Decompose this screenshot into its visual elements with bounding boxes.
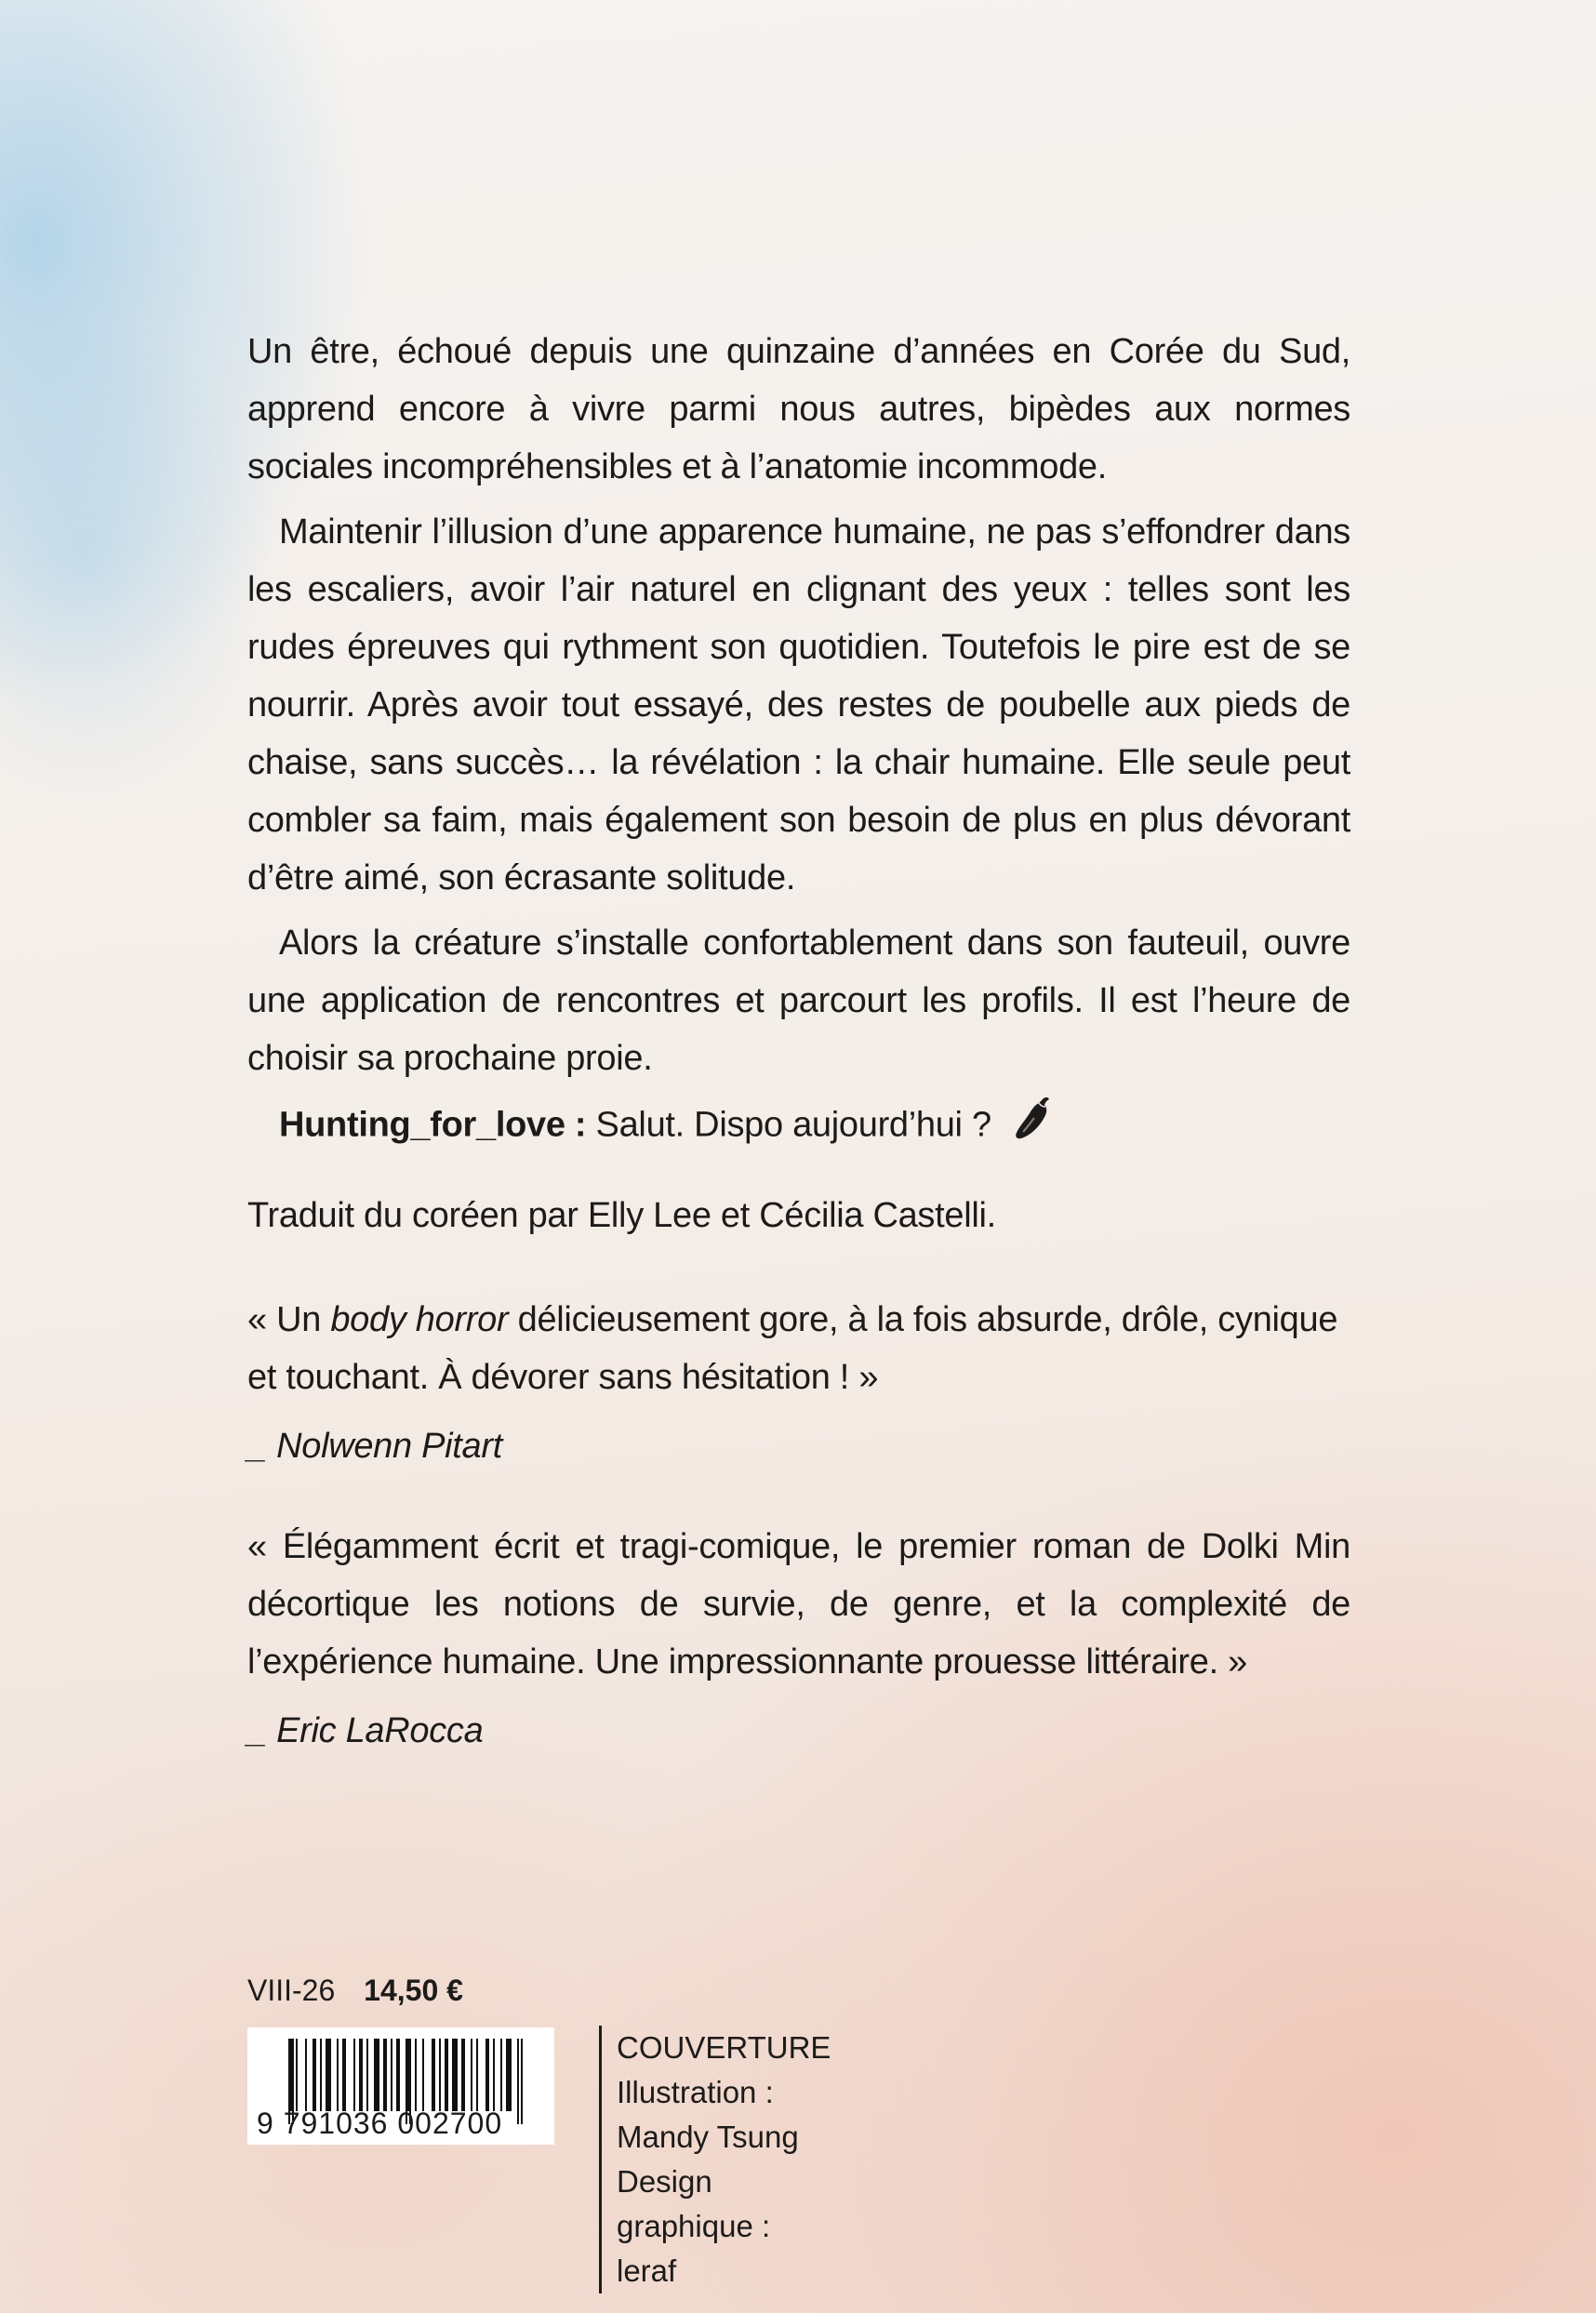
barcode-bar-17 [422, 2039, 424, 2111]
quote-1-before: « Un [247, 1300, 331, 1339]
synopsis-paragraph-1: Un être, échoué depuis une quinzaine d’années en Corée du Sud, apprend encore à vivre parmi nous autres, bipèdes aux normes sociales incompréhensibles et à l’anatomie incommode. [247, 332, 1350, 486]
chat-text: Salut. Dispo aujourd’hui ? [595, 1105, 991, 1145]
eggplant-icon [1014, 1095, 1053, 1159]
barcode-bar-11 [374, 2039, 379, 2111]
barcode-bar-28 [506, 2039, 512, 2111]
chat-username: Hunting_for_love : [279, 1105, 587, 1145]
translator-credit: Traduit du coréen par Elly Lee et Cécilia Castelli. [247, 1196, 996, 1235]
barcode-bar-22 [461, 2039, 465, 2111]
review-quote-2 [247, 1518, 1350, 1760]
barcode-bar-21 [452, 2039, 458, 2111]
quote-1-after: délicieusement gore, à la fois absurde, drôle, cynique et touchant. À dévorer sans hésitation ! » [247, 1300, 1338, 1397]
barcode-digits: 9 791036 002700 [257, 2107, 503, 2140]
barcode-bar-8 [353, 2039, 355, 2111]
barcode-bar-16 [415, 2039, 417, 2111]
review-quote-1 [247, 1291, 1350, 1475]
quote-1-text [247, 1291, 1350, 1406]
barcode-guard-5 [521, 2039, 523, 2124]
quote-2-text: « Élégamment écrit et tragi-comique, le premier roman de Dolki Min décortique les notions de survie, de genre, et la complexité de l’expérience humaine. Une impressionnante prouesse littéraire. » [247, 1527, 1350, 1682]
text-column [247, 323, 1350, 1760]
credits-design: Design graphique : leraf [617, 2164, 771, 2288]
barcode-bar-2 [305, 2039, 307, 2111]
chat-message-line [279, 1095, 1350, 1159]
barcode-bar-18 [432, 2039, 435, 2111]
credits-illustration: Illustration : Mandy Tsung [617, 2075, 799, 2154]
barcode-bar-10 [366, 2039, 368, 2111]
barcode-bar-5 [326, 2039, 331, 2111]
barcode-bar-23 [471, 2039, 472, 2111]
barcode-bar-3 [313, 2039, 316, 2111]
credits-heading: COUVERTURE [617, 2030, 831, 2065]
barcode-bar-25 [485, 2039, 489, 2111]
barcode-bar-24 [476, 2039, 478, 2111]
price-amount: 14,50 € [364, 1974, 463, 2007]
quote-2-author: _ Eric LaRocca [247, 1711, 484, 1750]
barcode-bar-26 [493, 2039, 495, 2111]
barcode [247, 2027, 554, 2145]
barcode-bar-6 [337, 2039, 339, 2111]
quote-1-emphasis: body horror [330, 1300, 509, 1339]
barcode-bar-13 [391, 2039, 392, 2111]
price-line [247, 1974, 463, 2008]
price-reference: VIII-26 [247, 1974, 336, 2007]
cover-credits [599, 2026, 831, 2293]
barcode-guard-4 [517, 2039, 519, 2124]
barcode-bar-1 [296, 2039, 298, 2111]
quote-1-author: _ Nolwenn Pitart [247, 1427, 503, 1466]
synopsis [247, 323, 1350, 1087]
barcode-bar-4 [320, 2039, 322, 2111]
barcode-bar-19 [439, 2039, 441, 2111]
synopsis-paragraph-3: Alors la créature s’installe confortablement dans son fauteuil, ouvre une application de rencontres et parcourt les profils. Il est l’heure de choisir sa prochaine proie. [247, 924, 1350, 1078]
barcode-bar-9 [359, 2039, 363, 2111]
barcode-bar-27 [500, 2039, 502, 2111]
bottom-block [247, 1974, 831, 2288]
barcode-bar-14 [396, 2039, 400, 2111]
barcode-bar-20 [445, 2039, 448, 2111]
barcode-bar-7 [342, 2039, 346, 2111]
synopsis-paragraph-2: Maintenir l’illusion d’une apparence humaine, ne pas s’effondrer dans les escaliers, avoir l’air naturel en clignant des yeux : telles sont les rudes épreuves qui rythment son quotidien. Toutefois le pire est de se nourrir. Après avoir tout essayé, des restes de poubelle aux pieds de chaise, sans succès… la révélation : la chair humaine. Elle seule peut combler sa faim, mais également son besoin de plus en plus dévorant d’être aimé, son écrasante solitude. [247, 512, 1350, 897]
barcode-bar-12 [383, 2039, 387, 2111]
